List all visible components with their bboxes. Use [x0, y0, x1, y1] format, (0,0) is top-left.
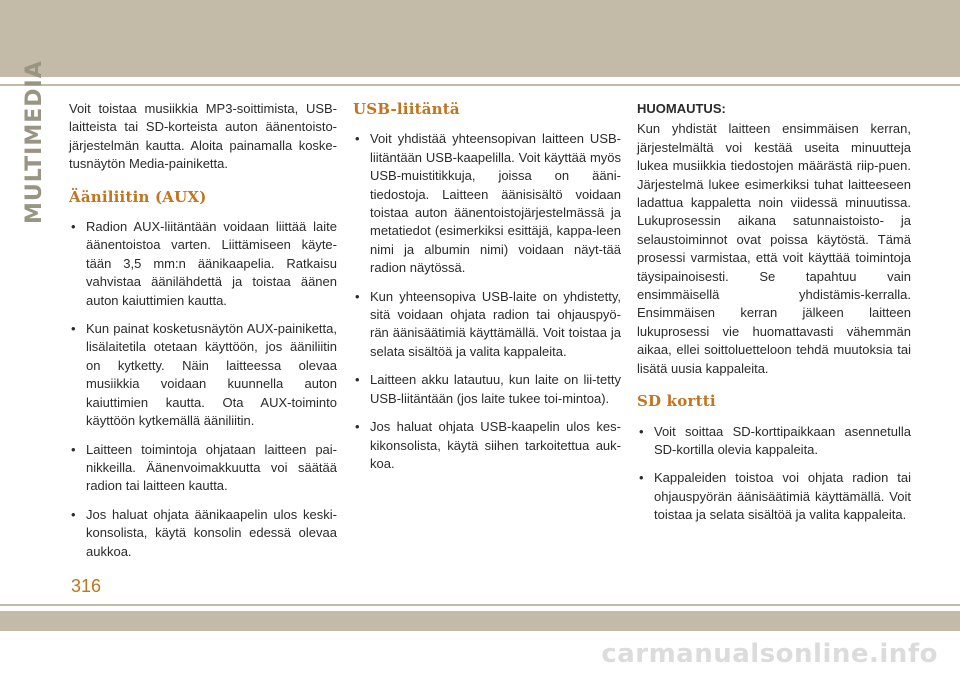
list-item-text: Jos haluat ohjata USB-kaapelin ulos kes-kikonsolista, käytä siihen tarkoitettua auk-koa.: [370, 419, 621, 471]
list-item-text: Kun yhteensopiva USB-laite on yhdistetty, sitä voidaan ohjata radion tai ohjauspyö-rän äänisäätimiä käyttämällä. Voit toistaa ja selata sisältöä ja valita kappaleita.: [370, 288, 621, 359]
column-1: [69, 100, 337, 571]
bullet-marker: •: [355, 131, 360, 147]
list-item: [353, 288, 621, 362]
list-item-text: Radion AUX-liitäntään voidaan liittää laite äänentoistoa varten. Liittämiseen käyte-tään 3,5 mm:n äänikaapelia. Ratkaisu vahvistaa äänilähdettä ja toistaa äänen auton kaiuttimien kautta.: [86, 219, 337, 308]
bullet-marker: •: [71, 219, 76, 235]
list-item: [637, 423, 911, 460]
bullet-marker: •: [639, 423, 644, 439]
list-item-text: Jos haluat ohjata äänikaapelin ulos keski-konsolista, käytä konsolin edessä olevaa aukkoa.: [86, 506, 337, 559]
list-item: [353, 130, 621, 277]
page-number: 316: [71, 576, 102, 596]
note-paragraph: Kun yhdistät laitteen ensimmäisen kerran, järjestelmältä voi kestää useita minuutteja lukea musiikkia tiedostojen määrästä riip-puen. Järjestelmä lukee esimerkiksi tuhat laitteeseen ladattua kappaletta noin viidessä minuutissa. Lukuprosessin aikana satunnaistoisto- ja selaustoiminnot ovat poissa käytöstä. Tämä prosessi varmistaa, että voit käyttää toimintoja täysipainoisesti. Se tapahtuu vain ensimmäisellä yhdistämis-kerralla. Ensimmäisen kerran jälkeen laitteen lukuprosessi vie huomattavasti vähemmän aikaa, ellei soittoluetteloon tehdä muutoksia tai lisätä uusia kappaleita.: [637, 121, 911, 376]
intro-paragraph: Voit toistaa musiikkia MP3-soittimista, USB-laitteista tai SD-korteista auton äänentoisto-järjestelmän kautta. Aloita painamalla koske-tusnäytön Media-painiketta.: [69, 101, 337, 172]
bullet-marker: •: [71, 321, 76, 337]
heading-usb: USB-liitäntä: [353, 100, 460, 118]
section-side-label: MULTIMEDIA: [22, 60, 47, 224]
list-item: [353, 371, 621, 408]
bottom-decor-band: [0, 611, 960, 631]
top-decor-band: [0, 0, 960, 77]
list-item: [69, 441, 337, 496]
list-item: [69, 320, 337, 430]
list-item-text: Kun painat kosketusnäytön AUX-painiketta, lisälaitetila otetaan käyttöön, jos ääniliitin on kytketty. Näin laitteessa olevaa musiikkia voidaan kuunnella auton kaiuttimien kautta. Ota AUX-toiminto käyttöön kytkemällä ääniliitin.: [86, 321, 337, 429]
list-item: [69, 218, 337, 310]
bottom-rule: [0, 604, 960, 606]
usb-bullet-list: [353, 130, 621, 473]
aux-bullet-list: [69, 218, 337, 561]
list-item: [637, 469, 911, 524]
top-rule: [0, 84, 960, 86]
bullet-marker: •: [355, 419, 360, 435]
bullet-marker: •: [639, 470, 644, 486]
note-title: HUOMAUTUS:: [637, 101, 726, 116]
list-item-text: Voit soittaa SD-korttipaikkaan asennetulla SD-kortilla olevia kappaleita.: [654, 423, 911, 457]
bullet-marker: •: [71, 441, 76, 457]
list-item-text: Laitteen akku latautuu, kun laite on lii-tetty USB-liitäntään (jos laite tukee toi-mintoa).: [370, 372, 621, 406]
watermark-text: carmanualsonline.info: [601, 639, 938, 669]
bullet-marker: •: [71, 506, 76, 522]
heading-aux: Ääniliitin (AUX): [69, 187, 207, 206]
list-item: [69, 506, 337, 561]
column-3: [637, 100, 911, 535]
sd-bullet-list: [637, 423, 911, 525]
list-item-text: Laitteen toimintoja ohjataan laitteen pai-nikkeilla. Äänenvoimakkuutta voi säätää radion tai laitteen kautta.: [86, 441, 337, 494]
column-2: [353, 100, 621, 483]
heading-sd-card: SD kortti: [637, 392, 716, 411]
list-item: [353, 418, 621, 473]
bullet-marker: •: [355, 372, 360, 388]
list-item-text: Voit yhdistää yhteensopivan laitteen USB-liitäntään USB-kaapelilla. Voit käyttää myös USB-muistitikkuja, joissa on ääni-tiedostoja. Laitteen äänisisältö voidaan toistaa auton äänentoistojärjestelmässä ja metatiedot (esimerkiksi esittäjä, kappa-leen nimi ja albumin nimi) voidaan näyt-tää radion näytössä.: [370, 131, 621, 276]
bullet-marker: •: [355, 288, 360, 304]
list-item-text: Kappaleiden toistoa voi ohjata radion tai ohjauspyörän äänisäätimiä käyttämällä. Voit toistaa ja selata sisältöä ja valita kappaleita.: [654, 470, 911, 523]
